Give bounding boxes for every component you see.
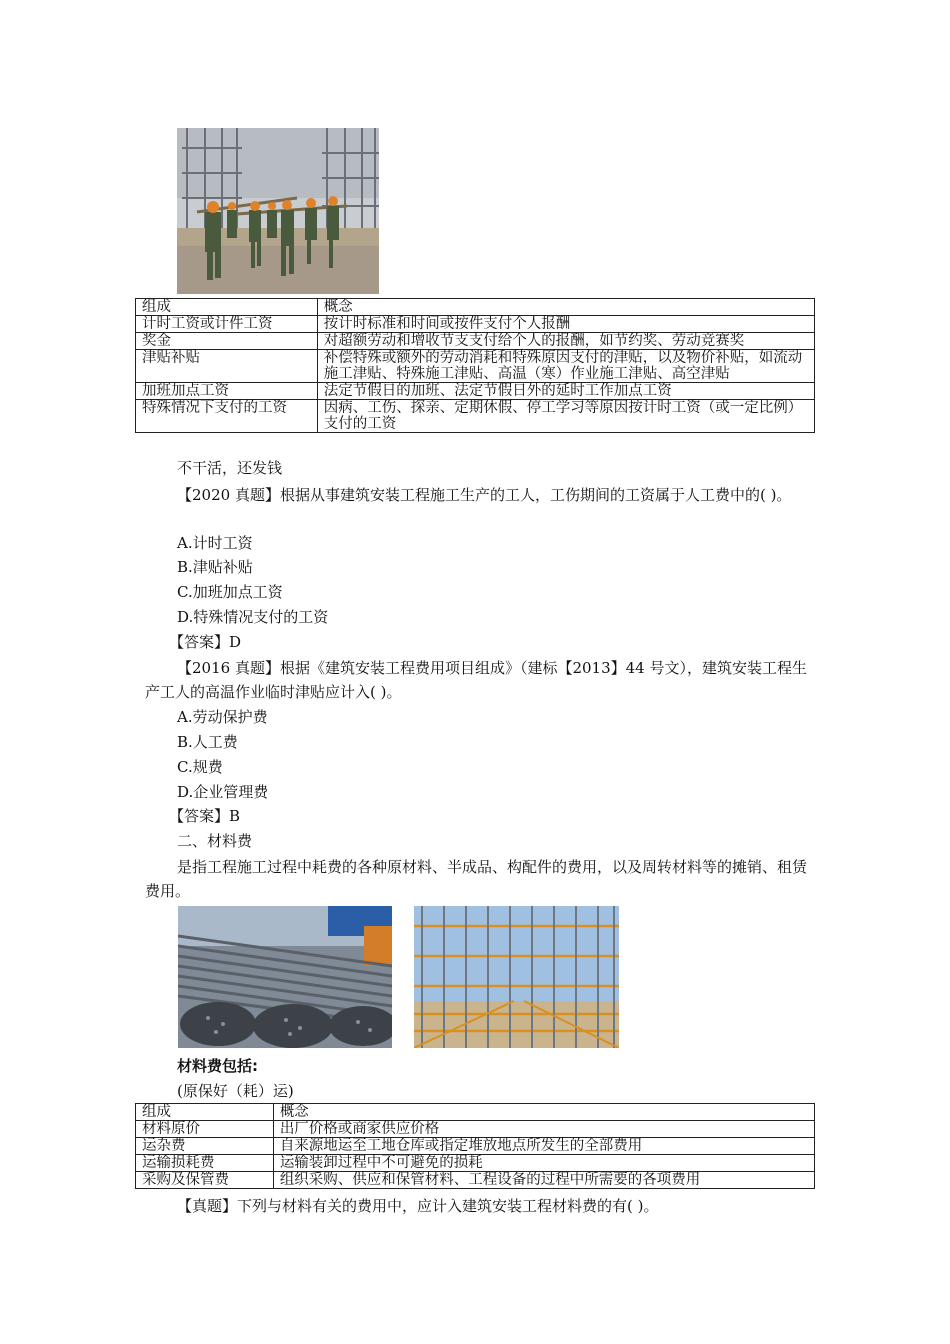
table-row [136, 1155, 815, 1172]
mnemonic-text: (原保好（耗）运) [177, 1082, 294, 1100]
table-cell: 法定节假日的加班、法定节假日外的延时工作加点工资 [317, 383, 814, 400]
table-cell: 计时工资或计件工资 [136, 316, 318, 333]
table-cell: 运杂费 [136, 1138, 274, 1155]
option-a: A.计时工资 [177, 534, 253, 552]
question-materials-stem: 【真题】下列与材料有关的费用中，应计入建筑安装工程材料费的有( )。 [177, 1197, 659, 1215]
materials-heading: 材料费包括: [177, 1057, 258, 1075]
table-cell: 因病、工伤、探亲、定期休假、停工学习等原因按计时工资（或一定比例）支付的工资 [317, 400, 814, 433]
table-row [136, 400, 815, 433]
table-cell: 出厂价格或商家供应价格 [273, 1121, 814, 1138]
material-cost-table [135, 1103, 815, 1189]
note-text: 不干活，还发钱 [177, 459, 283, 477]
labor-cost-table [135, 298, 815, 433]
table-row [136, 316, 815, 333]
section-title: 二、材料费 [177, 832, 253, 850]
question-2020-stem: 【2020 真题】根据从事建筑安装工程施工生产的工人，工伤期间的工资属于人工费中的( )。 [177, 486, 792, 504]
table-header-row [136, 299, 815, 316]
answer: 【答案】B [169, 807, 241, 825]
header-cell: 概念 [317, 299, 814, 316]
table-cell: 采购及保管费 [136, 1172, 274, 1189]
table-cell: 运输损耗费 [136, 1155, 274, 1172]
rebar-photo [178, 906, 392, 1048]
scaffolding-photo [414, 906, 619, 1048]
option-d: D.特殊情况支付的工资 [177, 608, 329, 626]
header-cell: 组成 [136, 1104, 274, 1121]
table-cell: 补偿特殊或额外的劳动消耗和特殊原因支付的津贴，以及物价补贴，如流动施工津贴、特殊施工津贴、高温（寒）作业施工津贴、高空津贴 [317, 350, 814, 383]
table-cell: 按计时标准和时间或按件支付个人报酬 [317, 316, 814, 333]
option-d: D.企业管理费 [177, 783, 269, 801]
option-a: A.劳动保护费 [177, 708, 268, 726]
workers-photo [177, 128, 379, 294]
table-row [136, 350, 815, 383]
table-row [136, 1172, 815, 1189]
section-description: 是指工程施工过程中耗费的各种原材料、半成品、构配件的费用，以及周转材料等的摊销、租赁费用。 [145, 858, 808, 900]
table-cell: 组织采购、供应和保管材料、工程设备的过程中所需要的各项费用 [273, 1172, 814, 1189]
option-c: C.加班加点工资 [177, 583, 283, 601]
table-row [136, 1138, 815, 1155]
table-cell: 津贴补贴 [136, 350, 318, 383]
option-b: B.人工费 [177, 733, 238, 751]
table-cell: 奖金 [136, 333, 318, 350]
table-cell: 材料原价 [136, 1121, 274, 1138]
table-row [136, 1121, 815, 1138]
table-row [136, 383, 815, 400]
answer: 【答案】D [169, 633, 242, 651]
table-header-row [136, 1104, 815, 1121]
option-c: C.规费 [177, 758, 223, 776]
table-cell: 自来源地运至工地仓库或指定堆放地点所发生的全部费用 [273, 1138, 814, 1155]
header-cell: 组成 [136, 299, 318, 316]
header-cell: 概念 [273, 1104, 814, 1121]
question-2016-stem: 【2016 真题】根据《建筑安装工程费用项目组成》（建标【2013】44 号文），建筑安装工程生产工人的高温作业临时津贴应计入( )。 [145, 659, 807, 701]
table-cell: 对超额劳动和增收节支支付给个人的报酬，如节约奖、劳动竞赛奖 [317, 333, 814, 350]
table-row [136, 333, 815, 350]
table-cell: 特殊情况下支付的工资 [136, 400, 318, 433]
table-cell: 运输装卸过程中不可避免的损耗 [273, 1155, 814, 1172]
table-cell: 加班加点工资 [136, 383, 318, 400]
option-b: B.津贴补贴 [177, 558, 253, 576]
